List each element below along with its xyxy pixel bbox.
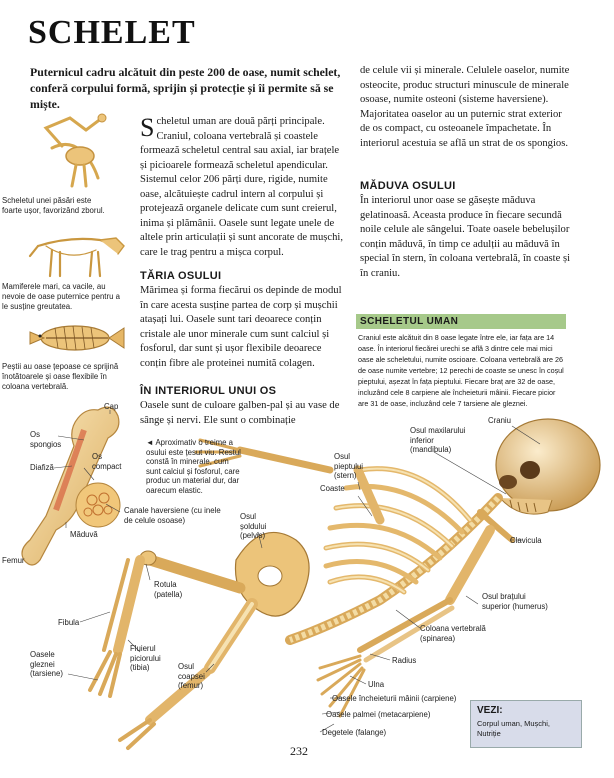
label-mandibula: Osul maxilarului inferior (mandibula) bbox=[410, 426, 466, 454]
bird-skeleton-icon bbox=[46, 114, 106, 186]
interior-heading: ÎN INTERIORUL UNUI OS bbox=[140, 385, 277, 397]
mammal-caption: Mamiferele mari, ca vacile, au nevoie de oase puternice pentru a le susține greutatea. bbox=[2, 282, 120, 311]
label-femur: Femur bbox=[2, 556, 25, 565]
label-femur-skeleton: Osul coapsei (femur) bbox=[178, 662, 205, 690]
label-radius: Radius bbox=[392, 656, 417, 665]
taria-heading: TĂRIA OSULUI bbox=[140, 270, 222, 282]
label-cap: Cap bbox=[104, 402, 119, 411]
see-also-links[interactable]: Corpul uman, Mușchi, Nutriție bbox=[477, 719, 550, 738]
label-humerus: Osul brațului superior (humerus) bbox=[482, 592, 548, 611]
label-maduva: Măduvă bbox=[70, 530, 98, 539]
label-pelvis: Osul șoldului (pelvis) bbox=[240, 512, 267, 540]
label-tarsiene: Oasele gleznei (tarsiene) bbox=[30, 650, 63, 678]
interior-text: Oasele sunt de culoare galben-pal și au vase de sânge și nervi. Ele sunt o combinație bbox=[140, 400, 340, 426]
page-number: 232 bbox=[290, 744, 308, 758]
intro-paragraph bbox=[140, 115, 348, 260]
label-clavicula: Clavicula bbox=[510, 536, 542, 545]
label-diafiza: Diafiză bbox=[30, 463, 54, 472]
taria-text: Mărimea și forma fiecărui os depinde de modul în care acesta susține partea de corp și mușchii atașați lui. Oasele sunt tari deoarece conțin cristale ale unor minerale cum sunt calciul și fosforul, dar sunt și ușor flexibile deoarece conțin fibre ale proteinei numită colagen. bbox=[140, 285, 342, 369]
label-canale-haversiene: Canale haversiene (cu inele de celule osoase) bbox=[124, 506, 221, 525]
label-stern: Osul pieptului (stern) bbox=[334, 452, 364, 480]
label-falange: Degetele (falange) bbox=[322, 728, 387, 737]
see-also-box bbox=[470, 700, 582, 748]
label-os-compact: Os compact bbox=[92, 452, 122, 471]
fish-skeleton-icon bbox=[30, 326, 124, 350]
see-also-heading: VEZI: bbox=[477, 705, 503, 716]
scheletul-uman-box bbox=[356, 314, 566, 412]
maduva-heading: MĂDUVA OSULUI bbox=[360, 180, 456, 192]
label-tibia: Fluierul piciorului (tibia) bbox=[130, 644, 161, 672]
label-metacarpiene: Oasele palmei (metacarpiene) bbox=[326, 710, 431, 719]
fish-caption: Peștii au oase țepoase ce sprijină înotătoarele și oase flexibile în coloana vertebrală. bbox=[2, 362, 119, 391]
bird-caption: Scheletul unei păsări este foarte ușor, favorizând zborul. bbox=[2, 196, 105, 215]
lead-paragraph: Puternicul cadru alcătuit din peste 200 de oase, numit schelet, conferă corpului formă, sprijin și protecție și îi permite să se miște. bbox=[30, 65, 341, 111]
page-title: SCHELET bbox=[28, 14, 196, 51]
drop-cap: S bbox=[140, 113, 155, 142]
label-craniu: Craniu bbox=[488, 416, 511, 425]
label-coloana: Coloana vertebrală (spinarea) bbox=[420, 624, 486, 643]
scheletul-uman-text: Craniul este alcătuit din 8 oase legate între ele, iar fața are 14 oase. În interiorul fiecărei urechi se află 3 dintre cele mai mici oase ale scheletului, numite oscioare. Coloana vertebrală are 26 de oase numite vertebre; 12 perechi de coaste se unesc în coșul pieptului, așezat în fața pieptului. Fiecare braț are 32 de oase, incluzând cele 8 carpiene ale încheieturii mâinii. Fiecare picior are 31 de oase, incluzând cele 7 tarsiene ale gleznei. bbox=[358, 333, 564, 408]
label-carpiene: Oasele încheieturii mâinii (carpiene) bbox=[332, 694, 457, 703]
cow-skeleton-icon bbox=[30, 238, 124, 276]
label-fibula: Fibula bbox=[58, 618, 80, 627]
label-ulna: Ulna bbox=[368, 680, 385, 689]
maduva-text: În interiorul unor oase se găsește măduva gelatinoasă. Aceasta produce în fiecare secundă noile celule ale sângelui. Toate oasele bebelușilor conțin măduvă, în timp ce adulții au măduvă în special în stern, în coloana vertebrală, în coaste și în craniu. bbox=[360, 195, 571, 279]
column2-top-text: de celule vii și minerale. Celulele oaselor, numite osteocite, produc structuri minuscule de minerale osoase, numite osteoni (sisteme haversiene). Majoritatea oaselor au un puternic strat exterior de os compact, cu osteoanele împachetate. În interiorul acestuia se află un strat de os spongios. bbox=[360, 65, 570, 149]
intro-text: cheletul uman are două părți principale. Craniul, coloana vertebrală și coastele formează scheletul central sau axial, iar brațele și picioarele formează scheletul apendicular. Sistemul celor 206 părți dure, rigide, numite oase, alcătuiește cadrul intern al corpului și protejează organele delicate cum sunt creierul, inima și plămânii. Oasele sunt legate unele de altele prin articulații și sunt ancorate de mușchi, care le trag pentru a mișca corpul. bbox=[140, 116, 343, 258]
label-coaste: Coaste bbox=[320, 484, 345, 493]
label-os-spongios: Os spongios bbox=[30, 430, 62, 449]
bone-note: ◄ Aproximativ o treime a osului este țesut viu. Restul constă în minerale, cum sunt calciul și fosforul, care produc un material dur, dar oarecum elastic. bbox=[146, 438, 241, 495]
scheletul-uman-heading: SCHELETUL UMAN bbox=[356, 314, 566, 329]
label-rotula: Rotula (patella) bbox=[154, 580, 183, 599]
